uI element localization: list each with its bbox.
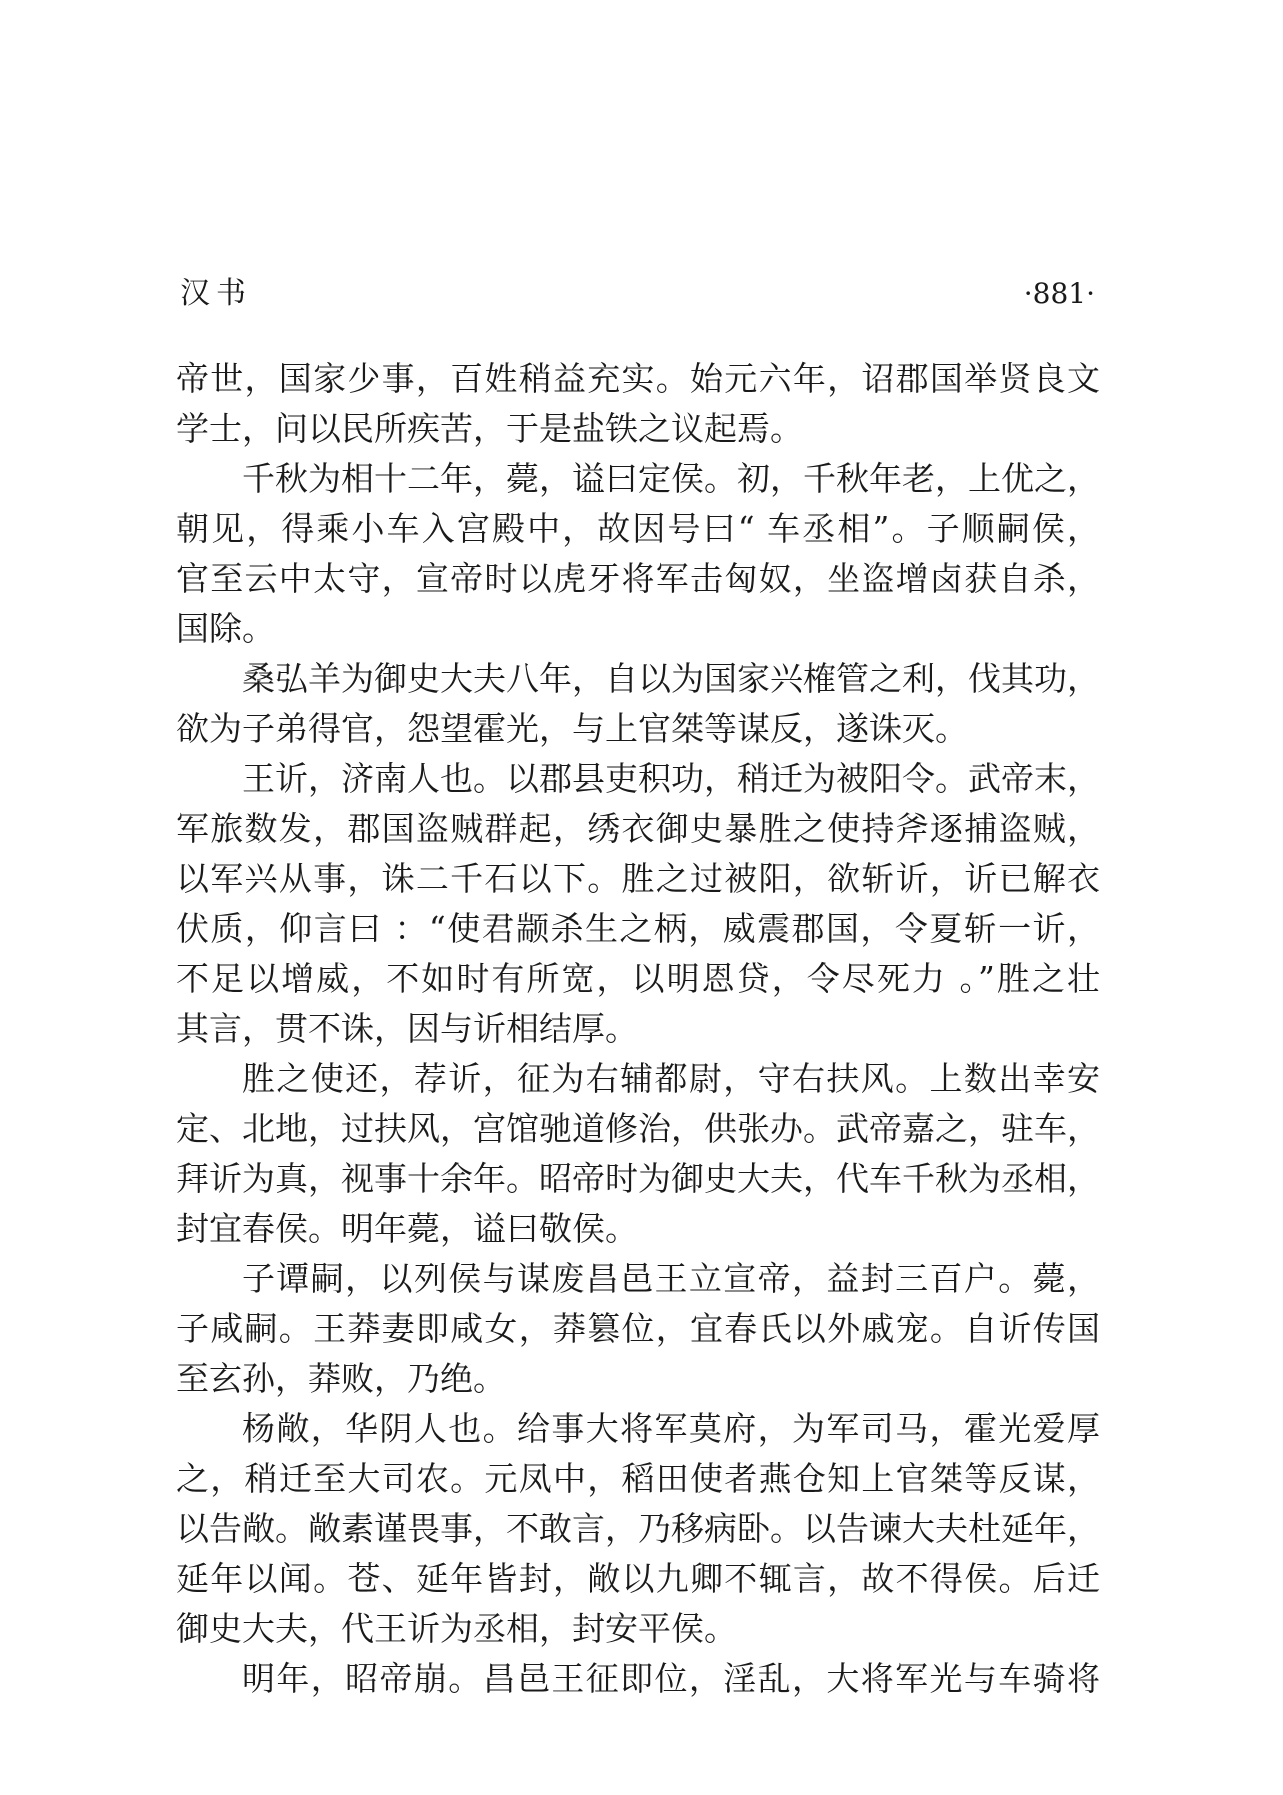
text-line: 御史大夫，代王䜣为丞相，封安平侯。 <box>176 1609 737 1648</box>
text-line: 伏质，仰言曰 ：“使君颛杀生之柄，威震郡国，令夏斩一䜣， <box>176 909 1100 948</box>
text-line: 官至云中太守，宣帝时以虎牙将军击匈奴，坐盗增卤获自杀， <box>176 559 1100 598</box>
text-line: 子咸嗣。王莽妻即咸女，莽篡位，宜春氏以外戚宠。自䜣传国 <box>176 1309 1100 1348</box>
text-line: 延年以闻。苍、延年皆封，敞以九卿不辄言，故不得侯。后迁 <box>176 1559 1100 1598</box>
text-line: 朝见，得乘小车入宫殿中，故因号曰“ 车丞相”。子顺嗣侯， <box>176 509 1100 548</box>
text-line: 欲为子弟得官，怨望霍光，与上官桀等谋反，遂诛灭。 <box>176 709 968 748</box>
text-line: 千秋为相十二年，薨，谥曰定侯。初，千秋年老，上优之， <box>242 459 1100 498</box>
text-line: 之，稍迁至大司农。元凤中，稻田使者燕仓知上官桀等反谋， <box>176 1459 1100 1498</box>
page-number: ·881· <box>1023 277 1095 310</box>
text-line: 桑弘羊为御史大夫八年，自以为国家兴榷管之利，伐其功， <box>242 659 1100 698</box>
text-line: 其言，贯不诛，因与䜣相结厚。 <box>176 1009 638 1048</box>
text-line: 子谭嗣，以列侯与谋废昌邑王立宣帝，益封三百户。薨， <box>242 1259 1100 1298</box>
text-line: 不足以增威，不如时有所宽，以明恩贷，令尽死力 。”胜之壮 <box>176 959 1100 998</box>
text-line: 定、北地，过扶风，宫馆驰道修治，供张办。武帝嘉之，驻车， <box>176 1109 1100 1148</box>
text-line: 明年，昭帝崩。昌邑王征即位，淫乱，大将军光与车骑将 <box>242 1659 1100 1698</box>
text-line: 以告敞。敞素谨畏事，不敢言，乃移病卧。以告谏大夫杜延年， <box>176 1509 1100 1548</box>
text-line: 至玄孙，莽败，乃绝。 <box>176 1359 506 1398</box>
text-line: 帝世，国家少事，百姓稍益充实。始元六年，诏郡国举贤良文 <box>176 359 1100 398</box>
text-line: 胜之使还，荐䜣，征为右辅都尉，守右扶风。上数出幸安 <box>242 1059 1100 1098</box>
text-line: 以军兴从事，诛二千石以下。胜之过被阳，欲斩䜣，䜣已解衣 <box>176 859 1100 898</box>
text-line: 封宜春侯。明年薨，谥曰敬侯。 <box>176 1209 638 1248</box>
page-header <box>180 274 1095 314</box>
text-line: 王䜣，济南人也。以郡县吏积功，稍迁为被阳令。武帝末， <box>242 759 1100 798</box>
book-title: 汉书 <box>180 276 252 311</box>
text-line: 学士，问以民所疾苦，于是盐铁之议起焉。 <box>176 409 803 448</box>
text-line: 拜䜣为真，视事十余年。昭帝时为御史大夫，代车千秋为丞相， <box>176 1159 1100 1198</box>
body-text <box>176 354 1100 1704</box>
text-line: 军旅数发，郡国盗贼群起，绣衣御史暴胜之使持斧逐捕盗贼， <box>176 809 1100 848</box>
text-line: 杨敞，华阴人也。给事大将军莫府，为军司马，霍光爱厚 <box>242 1409 1100 1448</box>
text-line: 国除。 <box>176 609 275 648</box>
